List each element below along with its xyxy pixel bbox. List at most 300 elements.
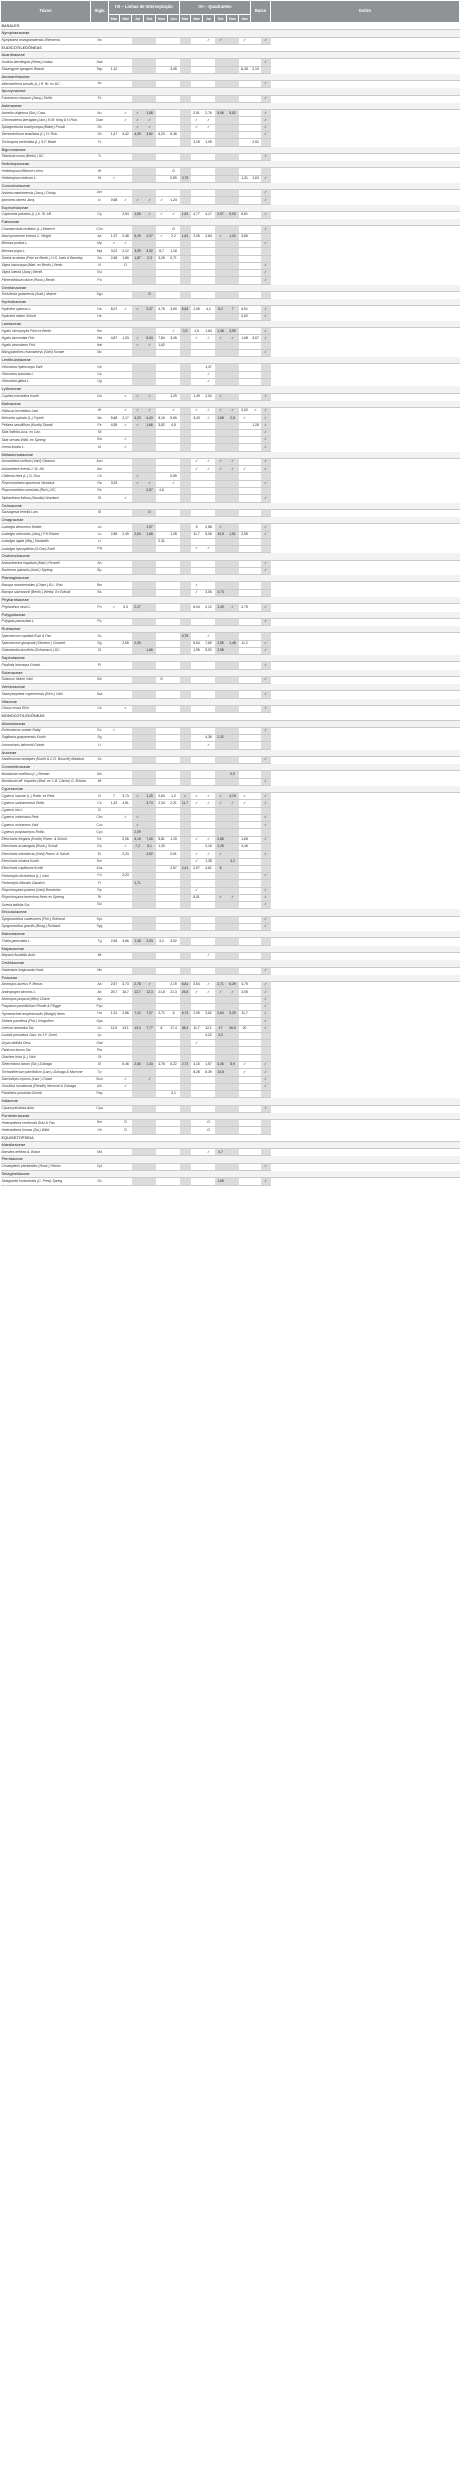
- value-cell: [144, 1047, 156, 1054]
- value-cell: [239, 1076, 251, 1083]
- value-cell: [227, 938, 239, 945]
- species-row: [1, 175, 460, 182]
- value-cell: ✓: [120, 437, 132, 444]
- species-row: [1, 415, 460, 422]
- value-cell: [239, 916, 251, 923]
- value-cell: [120, 858, 132, 865]
- value-cell: [239, 1163, 251, 1170]
- value-cell: 7,26: [144, 836, 156, 843]
- value-cell: [261, 488, 271, 495]
- value-cell: 2,19: [251, 66, 261, 73]
- value-cell: 5,2: [215, 306, 227, 313]
- value-cell: [203, 226, 215, 233]
- species-code: Scl: [91, 902, 109, 909]
- species-code: Fl: [91, 880, 109, 887]
- value-cell: [191, 916, 203, 923]
- value-cell: [156, 756, 168, 763]
- value-cell: ✓: [120, 240, 132, 247]
- value-cell: ✓: [120, 408, 132, 415]
- value-cell: [132, 647, 144, 654]
- species-name: Fimbristylis littoralis Gaudich.: [1, 880, 91, 887]
- value-cell: [132, 633, 144, 640]
- species-name: Hyptis microphylla Pohl ex Benth.: [1, 328, 91, 335]
- value-cell: [261, 546, 271, 553]
- value-cell: [191, 727, 203, 734]
- value-cell: [156, 328, 168, 335]
- value-cell: 2,3: [144, 255, 156, 262]
- value-cell: [132, 589, 144, 596]
- family-label: Verbenaceae: [1, 684, 460, 691]
- value-cell: [251, 197, 261, 204]
- species-row: [1, 197, 460, 204]
- value-cell: ✓: [261, 676, 271, 683]
- value-cell: 6,36: [168, 131, 180, 138]
- value-cell: [168, 1127, 180, 1134]
- value-cell: [156, 953, 168, 960]
- value-cell: [156, 291, 168, 298]
- value-cell: ✓: [180, 793, 191, 800]
- value-cell: [261, 1032, 271, 1039]
- value-cell: 3,36: [215, 1061, 227, 1068]
- value-cell: [261, 880, 271, 887]
- value-cell: [168, 1032, 180, 1039]
- species-code: Ul: [91, 444, 109, 451]
- species-name: Mimosa pudica L.: [1, 240, 91, 247]
- value-cell: ✓: [261, 335, 271, 342]
- value-cell: [239, 248, 251, 255]
- value-cell: ✓: [156, 233, 168, 240]
- species-name: Polygala paniculata L.: [1, 618, 91, 625]
- value-cell: [156, 582, 168, 589]
- species-row: [1, 800, 460, 807]
- value-cell: 6,39: [203, 1069, 215, 1076]
- value-cell: ✓: [215, 335, 227, 342]
- value-cell: [191, 473, 203, 480]
- value-cell: 2,57: [109, 982, 120, 989]
- value-cell: [227, 488, 239, 495]
- value-cell: [203, 538, 215, 545]
- value-cell: [251, 1083, 261, 1090]
- value-cell: [168, 262, 180, 269]
- value-cell: 21,8: [156, 989, 168, 996]
- value-cell: 1,57: [203, 1061, 215, 1068]
- value-cell: 12,7: [132, 989, 144, 996]
- species-code: Ec: [91, 727, 109, 734]
- species-code: Sca: [91, 691, 109, 698]
- value-cell: 2,64: [203, 233, 215, 240]
- month-header: Mar: [109, 15, 120, 23]
- value-cell: [215, 996, 227, 1003]
- species-row: [1, 226, 460, 233]
- value-cell: [239, 255, 251, 262]
- value-cell: [251, 168, 261, 175]
- table-header: [1, 1, 460, 23]
- value-cell: [120, 342, 132, 349]
- species-name: Anisantherina hispidula (Mart.) Pennell: [1, 560, 91, 567]
- value-cell: [239, 873, 251, 880]
- species-code: Cpo: [91, 829, 109, 836]
- value-cell: [203, 248, 215, 255]
- species-row: [1, 153, 460, 160]
- value-cell: 2,98: [215, 647, 227, 654]
- family-row: [1, 73, 460, 80]
- value-cell: [239, 95, 251, 102]
- value-cell: ✓: [239, 800, 251, 807]
- value-cell: [109, 1040, 120, 1047]
- species-code: Fd: [91, 873, 109, 880]
- species-name: Limnocharis laforestii Griseb.: [1, 742, 91, 749]
- family-label: Euphorbiaceae: [1, 204, 460, 211]
- value-cell: 3,74: [144, 800, 156, 807]
- value-cell: [227, 168, 239, 175]
- value-cell: [227, 95, 239, 102]
- family-label: Ochnaceae: [1, 502, 460, 509]
- value-cell: [109, 437, 120, 444]
- value-cell: [144, 328, 156, 335]
- value-cell: 1,66: [144, 422, 156, 429]
- species-code: Vb: [91, 131, 109, 138]
- family-label: Malvaceae: [1, 400, 460, 407]
- value-cell: ✓: [168, 408, 180, 415]
- value-cell: ✓: [261, 982, 271, 989]
- value-cell: [132, 916, 144, 923]
- value-cell: [180, 894, 191, 901]
- family-row: [1, 357, 460, 364]
- value-cell: ✓: [144, 124, 156, 131]
- value-cell: ✓: [144, 211, 156, 218]
- value-cell: [132, 894, 144, 901]
- value-cell: [251, 364, 261, 371]
- group-row: [1, 1134, 460, 1141]
- value-cell: [132, 967, 144, 974]
- value-cell: [261, 938, 271, 945]
- value-cell: [227, 844, 239, 851]
- value-cell: [203, 822, 215, 829]
- value-cell: [203, 488, 215, 495]
- value-cell: [180, 676, 191, 683]
- value-cell: [227, 1047, 239, 1054]
- species-code: Ce: [91, 705, 109, 712]
- species-code: Sb: [91, 124, 109, 131]
- value-cell: 1,62: [156, 342, 168, 349]
- value-cell: ✓: [261, 211, 271, 218]
- species-row: [1, 1178, 460, 1185]
- value-cell: [239, 393, 251, 400]
- family-row: [1, 1112, 460, 1119]
- value-cell: [227, 1003, 239, 1010]
- species-name: Staurogyne spraguei Wassh.: [1, 66, 91, 73]
- species-code: Ap: [91, 996, 109, 1003]
- value-cell: [227, 756, 239, 763]
- value-cell: [251, 589, 261, 596]
- value-cell: ✓: [132, 342, 144, 349]
- family-row: [1, 626, 460, 633]
- value-cell: 1,81: [180, 233, 191, 240]
- value-cell: 4,75: [239, 982, 251, 989]
- value-cell: 2,55: [215, 640, 227, 647]
- value-cell: [227, 887, 239, 894]
- value-cell: [180, 466, 191, 473]
- value-cell: [156, 117, 168, 124]
- value-cell: [227, 1163, 239, 1170]
- family-row: [1, 502, 460, 509]
- value-cell: [251, 923, 261, 930]
- value-cell: ✓: [120, 844, 132, 851]
- value-cell: 1,02: [227, 233, 239, 240]
- value-cell: [180, 953, 191, 960]
- value-cell: [168, 633, 180, 640]
- value-cell: [156, 873, 168, 880]
- month-header: Jan: [168, 15, 180, 23]
- value-cell: [120, 647, 132, 654]
- value-cell: [215, 560, 227, 567]
- value-cell: [191, 190, 203, 197]
- value-cell: [120, 894, 132, 901]
- species-name: Sida serrata Willd. ex Spreng.: [1, 437, 91, 444]
- species-code: Ug: [91, 379, 109, 386]
- species-row: [1, 422, 460, 429]
- value-cell: ✓: [261, 197, 271, 204]
- family-row: [1, 945, 460, 952]
- species-code: Bm: [91, 582, 109, 589]
- value-cell: [156, 313, 168, 320]
- value-cell: [144, 662, 156, 669]
- family-label: Rubiaceae: [1, 626, 460, 633]
- species-code: Cim: [91, 814, 109, 821]
- species-row: [1, 953, 460, 960]
- value-cell: [180, 131, 191, 138]
- value-cell: 1,12: [109, 66, 120, 73]
- species-row: [1, 647, 460, 654]
- value-cell: 5,92: [203, 647, 215, 654]
- value-cell: [227, 1032, 239, 1039]
- species-code: Lo: [91, 531, 109, 538]
- species-row: [1, 342, 460, 349]
- value-cell: 2,23: [120, 873, 132, 880]
- value-cell: 1,29: [168, 393, 180, 400]
- value-cell: [239, 1047, 251, 1054]
- value-cell: [156, 124, 168, 131]
- value-cell: [156, 814, 168, 821]
- species-row: [1, 95, 460, 102]
- value-cell: [239, 996, 251, 1003]
- value-cell: [180, 691, 191, 698]
- value-cell: [180, 567, 191, 574]
- family-label: Orobanchaceae: [1, 553, 460, 560]
- value-cell: [180, 618, 191, 625]
- species-row: [1, 705, 460, 712]
- value-cell: [251, 662, 261, 669]
- value-cell: [156, 633, 168, 640]
- value-cell: 0,68: [109, 197, 120, 204]
- value-cell: [203, 691, 215, 698]
- value-cell: [239, 1178, 251, 1185]
- value-cell: ✓: [120, 705, 132, 712]
- species-code: Vlu: [91, 270, 109, 277]
- value-cell: [261, 1120, 271, 1127]
- value-cell: [168, 538, 180, 545]
- value-cell: [120, 168, 132, 175]
- family-label: Melastomataceae: [1, 451, 460, 458]
- value-cell: 4,43: [144, 415, 156, 422]
- value-cell: [144, 313, 156, 320]
- species-row: [1, 110, 460, 117]
- value-cell: 12,1: [203, 1025, 215, 1032]
- value-cell: ✓: [215, 989, 227, 996]
- species-code: Syg: [91, 923, 109, 930]
- value-cell: [156, 727, 168, 734]
- value-cell: [132, 538, 144, 545]
- value-cell: ✓: [261, 996, 271, 1003]
- value-cell: 7,84: [156, 335, 168, 342]
- value-cell: [227, 342, 239, 349]
- value-cell: [261, 1054, 271, 1061]
- species-code: Aa: [91, 982, 109, 989]
- value-cell: [168, 662, 180, 669]
- value-cell: ✓: [132, 473, 144, 480]
- value-cell: [180, 291, 191, 298]
- value-cell: [132, 1054, 144, 1061]
- value-cell: [180, 1127, 191, 1134]
- value-cell: [120, 37, 132, 44]
- value-cell: ✓: [132, 306, 144, 313]
- value-cell: [239, 458, 251, 465]
- value-cell: ✓: [191, 117, 203, 124]
- value-cell: [156, 509, 168, 516]
- value-cell: [239, 705, 251, 712]
- value-cell: ✓: [120, 393, 132, 400]
- value-cell: ✓: [261, 480, 271, 487]
- value-cell: [156, 1003, 168, 1010]
- value-cell: [168, 364, 180, 371]
- value-cell: 6,64: [180, 306, 191, 313]
- value-cell: [261, 865, 271, 872]
- value-cell: [168, 894, 180, 901]
- month-header: Mar: [180, 15, 191, 23]
- value-cell: [203, 59, 215, 66]
- species-code: Xs: [91, 756, 109, 763]
- species-code: Coc: [91, 822, 109, 829]
- value-cell: [191, 131, 203, 138]
- value-cell: 11,7: [191, 1025, 203, 1032]
- value-cell: [203, 1091, 215, 1098]
- species-name: Schultesia guianensis (Aubl.) Malme: [1, 291, 91, 298]
- value-cell: [239, 589, 251, 596]
- value-cell: [180, 422, 191, 429]
- species-row: [1, 894, 460, 901]
- value-cell: [144, 495, 156, 502]
- species-code: Shi: [91, 676, 109, 683]
- value-cell: [109, 1149, 120, 1156]
- species-name: Rhynchospora pubera (Vahl) Boeckeler: [1, 887, 91, 894]
- value-cell: [261, 1040, 271, 1047]
- value-cell: [120, 124, 132, 131]
- value-cell: ✓: [261, 437, 271, 444]
- value-cell: [168, 495, 180, 502]
- value-cell: [180, 480, 191, 487]
- value-cell: [261, 771, 271, 778]
- value-cell: [251, 633, 261, 640]
- family-label: Acanthaceae: [1, 52, 460, 59]
- value-cell: [227, 1120, 239, 1127]
- value-cell: [227, 1091, 239, 1098]
- value-cell: [144, 894, 156, 901]
- value-cell: [180, 996, 191, 1003]
- value-cell: [109, 836, 120, 843]
- value-cell: 6,81: [239, 211, 251, 218]
- value-cell: [168, 705, 180, 712]
- species-name: Ceratopteris pteridoides (Hook.) Hieron.: [1, 1163, 91, 1170]
- value-cell: [144, 1032, 156, 1039]
- value-cell: [120, 567, 132, 574]
- value-cell: [109, 153, 120, 160]
- value-cell: [109, 1120, 120, 1127]
- value-cell: [180, 662, 191, 669]
- value-cell: [156, 735, 168, 742]
- value-cell: [168, 379, 180, 386]
- value-cell: [132, 865, 144, 872]
- value-cell: [180, 1178, 191, 1185]
- value-cell: [156, 37, 168, 44]
- value-cell: [168, 59, 180, 66]
- value-cell: [144, 1040, 156, 1047]
- value-cell: O: [120, 1127, 132, 1134]
- value-cell: 2,23: [120, 851, 132, 858]
- species-name: Urochloa humidicola (Rendle) Morrone & Zuloaga: [1, 1083, 91, 1090]
- value-cell: [227, 582, 239, 589]
- value-cell: ✓: [261, 175, 271, 182]
- value-cell: [227, 880, 239, 887]
- value-cell: [203, 916, 215, 923]
- value-cell: [156, 967, 168, 974]
- species-row: [1, 328, 460, 335]
- species-code: Ae: [91, 233, 109, 240]
- value-cell: ✓: [203, 546, 215, 553]
- value-cell: 3,18: [191, 139, 203, 146]
- value-cell: 3,01: [109, 248, 120, 255]
- value-cell: [132, 560, 144, 567]
- value-cell: [227, 1054, 239, 1061]
- value-cell: [251, 349, 261, 356]
- value-cell: [120, 771, 132, 778]
- value-cell: ✓: [203, 117, 215, 124]
- value-cell: [239, 117, 251, 124]
- value-cell: [132, 328, 144, 335]
- value-cell: [203, 153, 215, 160]
- value-cell: [144, 756, 156, 763]
- value-cell: ✓: [261, 1069, 271, 1076]
- value-cell: [239, 858, 251, 865]
- value-cell: [227, 822, 239, 829]
- species-row: [1, 633, 460, 640]
- value-cell: [251, 1149, 261, 1156]
- value-cell: [203, 509, 215, 516]
- species-code: Cp: [91, 211, 109, 218]
- value-cell: [191, 364, 203, 371]
- species-row: [1, 538, 460, 545]
- species-row: [1, 117, 460, 124]
- species-code: Ei: [91, 851, 109, 858]
- value-cell: [168, 640, 180, 647]
- value-cell: ✓: [261, 793, 271, 800]
- value-cell: [215, 829, 227, 836]
- value-cell: [203, 902, 215, 909]
- species-row: [1, 916, 460, 923]
- value-cell: [203, 923, 215, 930]
- species-code: Jlae: [91, 59, 109, 66]
- value-cell: [132, 488, 144, 495]
- value-cell: [180, 531, 191, 538]
